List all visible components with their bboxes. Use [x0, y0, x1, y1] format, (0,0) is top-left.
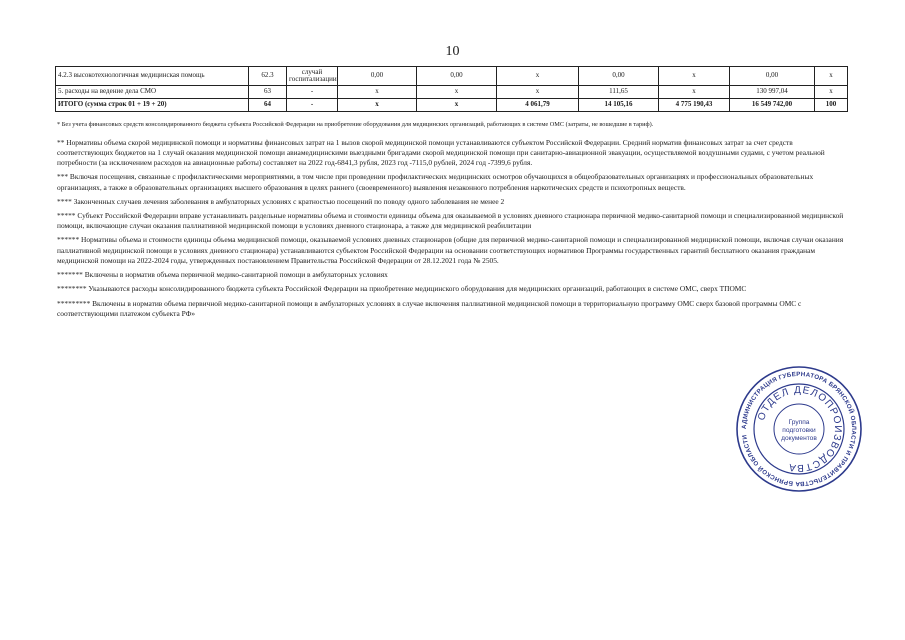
svg-text:подготовки [782, 427, 816, 434]
row-unit: - [287, 86, 338, 99]
table-row [56, 86, 848, 99]
row-name: ИТОГО (сумма строк 01 + 19 + 20) [56, 99, 249, 112]
office-stamp [735, 365, 863, 493]
cell: 0,00 [579, 67, 659, 86]
cell: x [417, 86, 497, 99]
row-name: 5. расходы на ведение дела СМО [56, 86, 249, 99]
cell: 14 105,16 [579, 99, 659, 112]
footnote-9: ********* Включены в норматив объема первичной медико-санитарной помощи в амбулаторных условиях в случае включения паллиативной медицинской помощи в территориальную программу ОМС сверх базовой программы ОМС с соответствующими платежом субъекта РФ» [57, 298, 802, 318]
cell: 16 549 742,00 [730, 99, 815, 112]
row-unit: случай госпитализации [287, 67, 338, 86]
footnote-2: ** Нормативы объема скорой медицинской помощи и нормативы финансовых затрат на 1 вызов скорой медицинской помощи устанавливаются субъектом Российской Федерации. Средний норматив финансовых затрат за счет средств соответствующих бюджетов на 1 случай оказания медицинской помощи авиамедицинскими выездными бригадами скорой медицинской помощи при санитарно-авиационной эвакуации, осуществляемой воздушными судами, с учетом реальной потребности (за исключением расходов на авиационные работы) составляет на 2022 год-6841,3 рубля, 2023 год -7115,0 рублей, 2024 год -7399,6 рубля. [57, 137, 825, 168]
footnotes [57, 121, 847, 323]
footnote-6: ****** Нормативы объема и стоимости единицы объема медицинской помощи, оказываемой условиях дневных стационаров (общие для первичной медико-санитарной помощи и специализированной медицинской помощи, включая случаи оказания паллиативной медицинской помощи в условиях дневного стационара) устанавливаются субъектом Российской Федерации на основании соответствующих нормативов Программы государственных гарантий бесплатного оказания гражданам медицинской помощи на 2022-2024 годы, утвержденных постановлением Правительства Российской Федерации от 28.12.2021 года № 2505. [57, 235, 844, 265]
cell: x [815, 86, 848, 99]
footnote-1: * Без учета финансовых средств консолидированного бюджета субъекта Российской Федерации на приобретение оборудования для медицинских организаций, работающих в системе ОМС (затраты, не вошедшие в тариф). [57, 121, 654, 128]
stamp-center-line-3: документов [781, 435, 817, 442]
table-row-total [56, 99, 848, 112]
footnote-3: *** Включая посещения, связанные с профилактическими мероприятиями, в том числе при проведении профилактических медицинских осмотров обучающихся в общеобразовательных организациях и профессиональных образовательных организациях, а также в образовательных организациях высшего образования в целях раннего (своевременного) выявления незаконного потребления наркотических средств и психотропных веществ. [57, 172, 814, 192]
svg-text:Группа [789, 419, 810, 426]
row-code: 63 [249, 86, 287, 99]
cell: 130 997,04 [730, 86, 815, 99]
page-number: 10 [445, 44, 460, 59]
cell: x [815, 67, 848, 86]
footnote-4: **** Законченных случаев лечения заболевания в амбулаторных условиях с кратностью посещений по поводу одного заболевания не менее 2 [57, 196, 505, 206]
stamp-center-line-2: подготовки [782, 427, 816, 434]
cell: x [497, 67, 579, 86]
cell: 0,00 [417, 67, 497, 86]
cell: x [417, 99, 497, 112]
stamp-middle-text: ОТДЕЛ ДЕЛОПРОИЗВОДСТВА [756, 384, 844, 474]
stamp-center-line-1: Группа [788, 419, 810, 426]
cell: x [338, 86, 417, 99]
cell: 0,00 [338, 67, 417, 86]
cell: 111,65 [579, 86, 659, 99]
svg-text:документов [781, 435, 817, 442]
row-code: 62.3 [249, 67, 287, 86]
row-unit: - [287, 99, 338, 112]
row-code: 64 [249, 99, 287, 112]
cell: x [659, 86, 730, 99]
summary-table [55, 66, 848, 112]
cell: 4 061,79 [497, 99, 579, 112]
cell: x [659, 67, 730, 86]
row-name: 4.2.3 высокотехнологичная медицинская помощь [56, 67, 249, 86]
cell: x [338, 99, 417, 112]
cell: x [497, 86, 579, 99]
footnote-8: ******** Указываются расходы консолидированного бюджета субъекта Российской Федерации на приобретение медицинского оборудования для медицинских организаций, работающих в системе ОМС, сверх ТПОМС [57, 284, 747, 294]
cell: 100 [815, 99, 848, 112]
footnote-7: ******* Включены в норматив объема первичной медико-санитарной помощи в амбулаторных условиях [57, 270, 388, 280]
stamp-outer-text: АДМИНИСТРАЦИЯ ГУБЕРНАТОРА БРЯНСКОЙ ОБЛАСТИ И ПРАВИТЕЛЬСТВА БРЯНСКОЙ ОБЛАСТИ [740, 370, 858, 488]
footnote-5: ***** Субъект Российской Федерации вправе устанавливать раздельные нормативы объема и стоимости единицы объема для оказываемой в условиях дневного стационара первичной медико-санитарной помощи и специализированной медицинской помощи, включающие случаи оказания паллиативной медицинской помощи в условиях дневного стационара, а также для медицинской реабилитации [57, 211, 844, 231]
cell: 0,00 [730, 67, 815, 86]
cell: 4 775 190,43 [659, 99, 730, 112]
table-row [56, 67, 848, 86]
